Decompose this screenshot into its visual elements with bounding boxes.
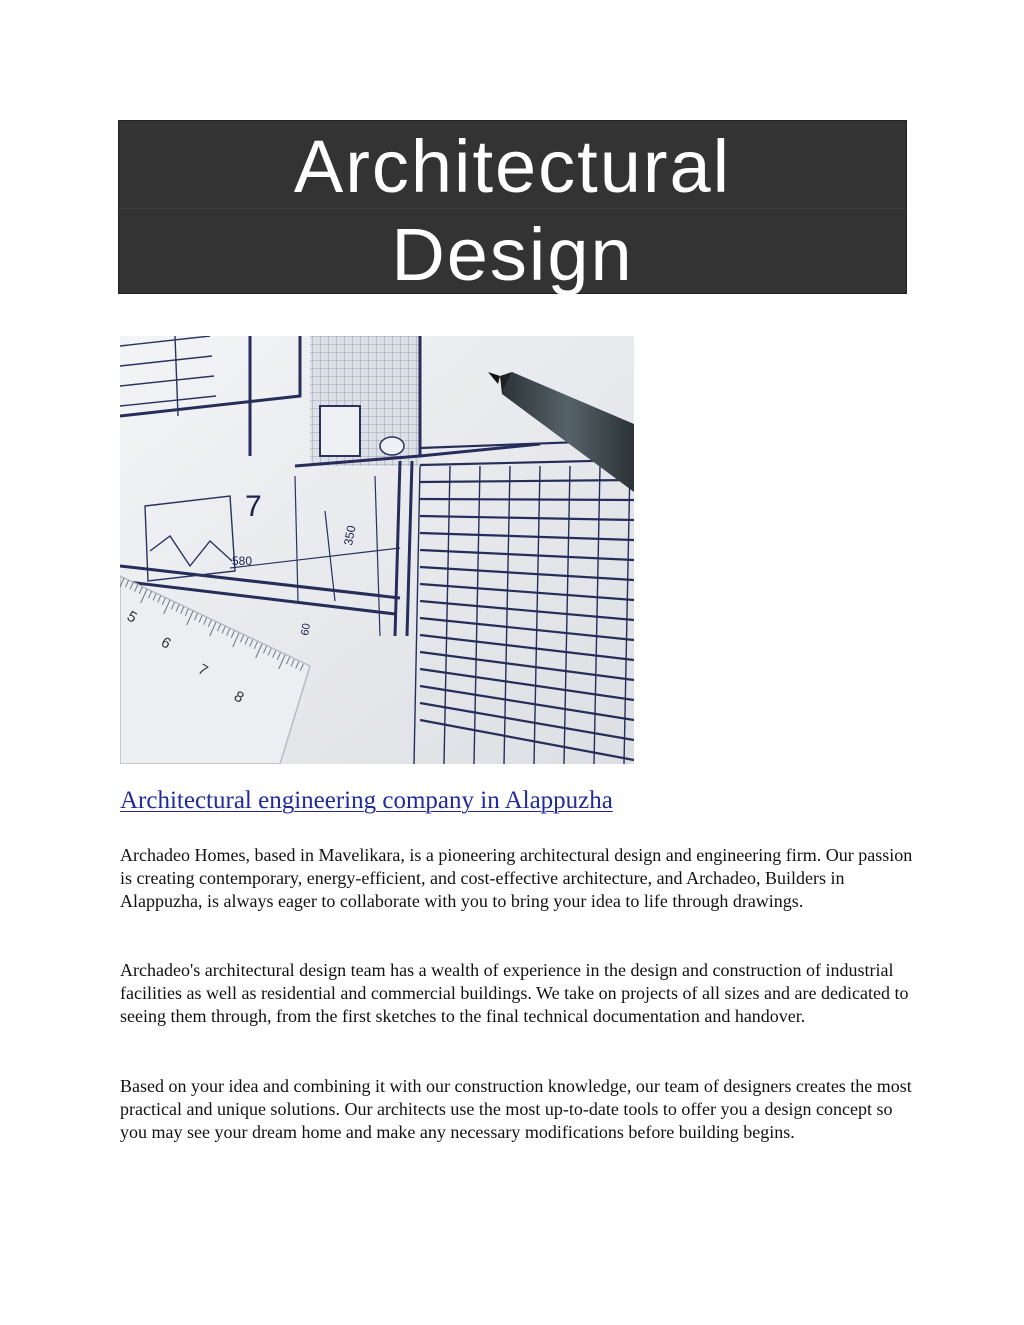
page-title-line-1: Architectural	[293, 125, 732, 208]
ruler-label-5: 5	[124, 607, 140, 627]
plan-dimension-60: 60	[299, 622, 314, 637]
company-link[interactable]: Architectural engineering company in Alappuzha	[120, 787, 613, 814]
plan-dimension-350: 350	[341, 524, 359, 547]
hatch-line	[420, 499, 634, 500]
ruler-label-7: 7	[195, 660, 211, 680]
paragraph-team: Archadeo's architectural design team has a wealth of experience in the design and construction of industrial facilities as well as residential and commercial buildings. We take on projects of all sizes and are dedicated to seeing them through, from the first sketches to the final technical documentation and handover.	[120, 960, 909, 1027]
page-title-line-2: Design	[391, 213, 634, 296]
plan-room-number: 7	[245, 490, 262, 523]
ruler-label-6: 6	[158, 633, 174, 653]
paragraph-process: Based on your idea and combining it with our construction knowledge, our team of designers creates the most practical and unique solutions. Our architects use the most up-to-date tools to offer you a design concept so you may see your dream home and make any necessary modifications before building begins.	[120, 1076, 912, 1143]
title-divider	[119, 208, 906, 209]
paragraph-about: Archadeo Homes, based in Mavelikara, is a pioneering architectural design and engineering firm. Our passion is creating contemporary, energy-efficient, and cost-effective architecture, and Archadeo, Builders in Alappuzha, is always eager to collaborate with you to bring your idea to life through drawings.	[120, 845, 913, 912]
title-banner	[118, 120, 907, 294]
plan-dimension-580: 580	[232, 554, 253, 568]
floor-plan-photo	[120, 336, 634, 764]
floor-plan-illustration	[120, 336, 634, 764]
ruler-label-8: 8	[231, 687, 247, 707]
